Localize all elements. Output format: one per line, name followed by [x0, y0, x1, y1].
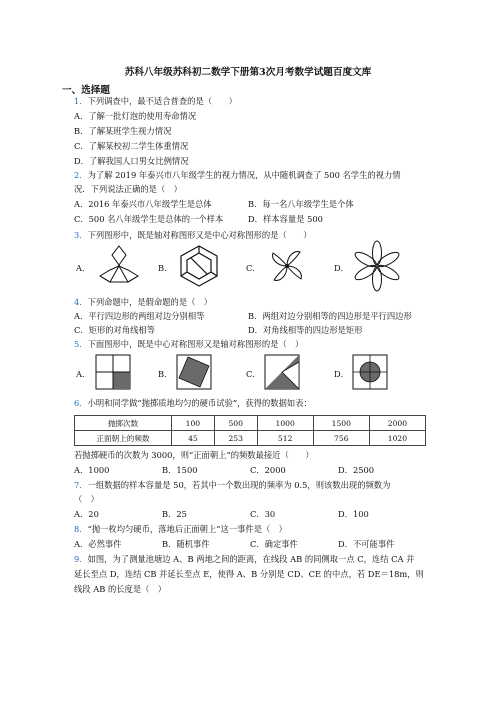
- question-number: 7．: [74, 480, 88, 490]
- q3-label-a: A．: [76, 263, 91, 273]
- q1-option-b: B．了解某班学生视力情况: [74, 126, 172, 136]
- question-number: 9．: [74, 554, 88, 564]
- question-number: 1．: [74, 96, 88, 106]
- q2-option-b: B．每一名八年级学生是个体: [248, 199, 354, 209]
- q5-label-c: C．: [246, 369, 261, 379]
- section-heading: 一、选择题: [62, 85, 110, 96]
- table-cell: 500: [214, 416, 257, 431]
- table-row: [75, 416, 426, 431]
- q1-option-d: D．了解我国人口男女比例情况: [74, 156, 189, 166]
- q7-option-b: B．25: [162, 509, 187, 519]
- question-text: 下列图形中，既是轴对称图形又是中心对称图形的是（ ）: [87, 230, 312, 240]
- question-text: 下列命题中，是假命题的是（ ）: [87, 297, 213, 307]
- question-text: 下列调查中，最不适合普查的是（ ）: [87, 96, 237, 106]
- question-6-stem: [74, 398, 312, 409]
- question-2-stem-cont: 况．下列说法正确的是（ ）: [74, 184, 182, 194]
- q7-option-d: D．100: [338, 509, 369, 519]
- q8-option-d: D．不可能事件: [338, 539, 395, 549]
- triangle-square-figure: [264, 354, 300, 390]
- q8-option-a: A．必然事件: [74, 539, 122, 549]
- question-text: “抛一枚均匀硬币，落地后正面朝上”这一事件是（ ）: [87, 524, 287, 534]
- q8-option-c: C．确定事件: [250, 539, 298, 549]
- q6-option-d: D．2500: [338, 465, 375, 475]
- q5-label-a: A．: [76, 369, 91, 379]
- question-3-stem: [74, 230, 312, 241]
- question-9-stem-cont: 延长至点 D，连结 CB 并延长至点 E，使得 A、B 分别是 CD、CE 的中点，若 DE＝18m，则: [74, 569, 424, 579]
- q3-label-d: D．: [334, 263, 349, 273]
- q4-option-d: D．对角线相等的四边形是矩形: [248, 325, 363, 335]
- q6-option-b: B．1500: [162, 465, 198, 475]
- q6-option-a: A．1000: [74, 465, 110, 475]
- q7-option-a: A．20: [74, 509, 99, 519]
- q4-option-c: C．矩形的对角线相等: [74, 325, 156, 335]
- circle-square-figure: [352, 354, 388, 390]
- question-9-stem-end: 线段 AB 的长度是（ ）: [74, 584, 167, 594]
- interlocked-hexagon-figure: [176, 244, 222, 288]
- table-cell: 1020: [369, 431, 425, 446]
- rotated-square-figure: [176, 354, 212, 390]
- q5-label-b: B．: [158, 369, 173, 379]
- question-9-stem: [74, 554, 414, 565]
- question-text: 下面图形中，既是中心对称图形又是轴对称图形的是（ ）: [87, 339, 304, 349]
- q7-option-c: C．30: [250, 509, 276, 519]
- question-5-stem: [74, 339, 303, 350]
- q3-label-b: B．: [158, 263, 173, 273]
- q6-option-c: C．2000: [250, 465, 286, 475]
- three-diamond-figure: [96, 244, 142, 288]
- question-number: 8．: [74, 524, 88, 534]
- question-2-stem: [74, 170, 401, 181]
- question-7-stem-cont: （ ）: [74, 494, 99, 504]
- q5-label-d: D．: [334, 369, 349, 379]
- table-header-cell: 抛掷次数: [75, 416, 172, 431]
- q3-label-c: C．: [246, 263, 261, 273]
- q4-option-a: A．平行四边形的两组对边分别相等: [74, 311, 205, 321]
- question-number: 3．: [74, 230, 88, 240]
- question-8-stem: [74, 524, 287, 535]
- table-cell: 45: [172, 431, 215, 446]
- table-cell: 253: [214, 431, 257, 446]
- question-7-stem: [74, 480, 390, 491]
- question-number: 6．: [74, 398, 88, 408]
- question-text: 为了解 2019 年泰兴市八年级学生的视力情况，从中随机调查了 500 名学生的视力情: [87, 170, 401, 180]
- table-cell: 1500: [313, 416, 369, 431]
- question-text: 小明和同学做“抛掷质地均匀的硬币试验”，获得的数据如表：: [87, 398, 312, 408]
- q1-option-c: C．了解某校初二学生体重情况: [74, 141, 189, 151]
- table-row: [75, 431, 426, 446]
- question-6-follow: 若抛掷硬币的次数为 3000，则“正面朝上”的频数最接近（ ）: [74, 450, 314, 460]
- table-header-cell: 正面朝上的频数: [75, 431, 172, 446]
- q4-option-b: B．两组对边分别相等的四边形是平行四边形: [248, 311, 412, 321]
- question-text: 一组数据的样本容量是 50，若其中一个数出现的频率为 0.5，则该数出现的频数为: [87, 480, 391, 490]
- pinwheel-figure: [264, 244, 310, 288]
- q2-option-c: C．500 名八年级学生是总体的一个样本: [74, 214, 224, 224]
- question-text: 如图，为了测量池塘边 A、B 两地之间的距离，在线段 AB 的同侧取一点 C，连结 CA 并: [87, 554, 415, 564]
- question-number: 2．: [74, 170, 88, 180]
- flower-figure: [352, 240, 402, 292]
- q1-option-a: A．了解一批灯泡的使用寿命情况: [74, 111, 197, 121]
- table-cell: 2000: [369, 416, 425, 431]
- document-title: 苏科八年级苏科初二数学下册第3次月考数学试题百度文库: [124, 67, 372, 78]
- table-cell: 512: [257, 431, 313, 446]
- coin-toss-table: [74, 415, 426, 446]
- table-cell: 100: [172, 416, 215, 431]
- square-quadrant-figure: [95, 354, 131, 390]
- question-number: 5．: [74, 339, 88, 349]
- table-cell: 756: [313, 431, 369, 446]
- q2-option-a: A．2016 年泰兴市八年级学生是总体: [74, 199, 212, 209]
- q2-option-d: D．样本容量是 500: [248, 214, 323, 224]
- table-cell: 1000: [257, 416, 313, 431]
- question-4-stem: [74, 297, 212, 308]
- question-number: 4．: [74, 297, 88, 307]
- q8-option-b: B．随机事件: [162, 539, 210, 549]
- question-1-stem: [74, 96, 237, 107]
